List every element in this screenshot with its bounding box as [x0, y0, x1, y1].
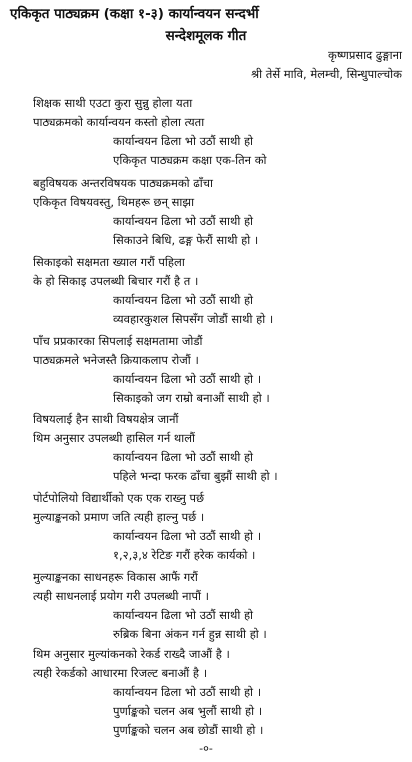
verse-line: के हो सिकाइ उपलब्धी बिचार गरौं है त । — [33, 274, 199, 288]
author-name: कृष्णप्रसाद ढुङ्गाना — [327, 48, 402, 62]
verse-line: पुर्णाङ्कको चलन अब भुलौं साथी हो । — [113, 704, 263, 718]
verse-line: थिम अनुसार उपलब्धी हासिल गर्न थालौं — [33, 431, 195, 445]
stanza-2 — [33, 174, 405, 250]
verse-line: पाठ्यक्रमले भनेजस्तै क्रियाकलाप रोजौं । — [33, 353, 199, 367]
document-title: एकिकृत पाठ्यक्रम (कक्षा १-३) कार्यान्वयन सन्दर्भी — [10, 6, 259, 22]
verse-line: त्यही साधनलाई प्रयोग गरी उपलब्धी नापौं । — [33, 589, 209, 603]
stanza-6 — [33, 489, 405, 565]
refrain-line: कार्यान्वयन ढिला भो उठौं साथी हो । — [113, 529, 262, 543]
refrain-line: कार्यान्वयन ढिला भो उठौं साथी हो । — [113, 372, 262, 386]
verse-line: एकिकृत विषयवस्तु, थिमहरू छन् साझा — [33, 195, 195, 209]
author-block — [251, 46, 402, 84]
refrain-line: कार्यान्वयन ढिला भो उठौं साथी हो — [113, 608, 254, 622]
stanza-8 — [33, 645, 405, 740]
stanza-4 — [33, 332, 405, 408]
verse-line: १,२,३,४ रेटिङ गरौं हरेक कार्यको । — [113, 548, 256, 562]
verse-line: पुर्णाङ्कको चलन अब छोडौं साथी हो । — [113, 723, 264, 737]
refrain-line: कार्यान्वयन ढिला भो उठौं साथी हो — [113, 134, 254, 148]
verse-line: रुब्रिक बिना अंकन गर्न हुन्न साथी हो । — [113, 627, 267, 641]
refrain-line: कार्यान्वयन ढिला भो उठौं साथी हो — [113, 293, 254, 307]
verse-line: शिक्षक साथी एउटा कुरा सुन्नु होला यता — [33, 96, 193, 110]
verse-line: पोर्टपोलियो विद्यार्थीको एक एक राख्नु पर्छ — [33, 491, 205, 505]
verse-line: पहिले भन्दा फरक ढाँचा बुझौं साथी हो । — [113, 469, 278, 483]
stanza-1 — [33, 94, 405, 170]
verse-line: त्यही रेकर्डको आधारमा रिजल्ट बनाऔं है । — [33, 666, 208, 680]
verse-line: थिम अनुसार मुल्यांकनको रेकर्ड राख्दै जाऔं है । — [33, 647, 230, 661]
verse-line: सिकाउने बिधि, ढङ्ग फेरौं साथी हो । — [113, 233, 259, 247]
verse-line: बहुविषयक अन्तरविषयक पाठ्यक्रमको ढाँचा — [33, 176, 214, 190]
refrain-line: कार्यान्वयन ढिला भो उठौं साथी हो । — [113, 685, 262, 699]
document-subtitle: सन्देशमूलक गीत — [165, 28, 247, 44]
verse-line: सिकाइको जग राम्रो बनाऔं साथी हो । — [113, 391, 270, 405]
stanza-7 — [33, 568, 405, 644]
verse-line: व्यवहारकुशल सिपसँग जोडौं साथी हो । — [113, 312, 274, 326]
verse-line: मुल्याङ्कनका साधनहरू विकास आफैं गरौं — [33, 570, 198, 584]
verse-line: पाठ्यक्रमको कार्यान्वयन कस्तो होला त्यता — [33, 115, 205, 129]
refrain-line: कार्यान्वयन ढिला भो उठौं साथी हो — [113, 450, 254, 464]
verse-line: विषयलाई हैन साथी विषयक्षेत्र जानौं — [33, 412, 179, 426]
stanza-3 — [33, 253, 405, 329]
refrain-line: कार्यान्वयन ढिला भो उठौं साथी हो — [113, 214, 254, 228]
verse-line: मुल्याङ्कनको प्रमाण जति त्यही हाल्नु पर्छ । — [33, 510, 205, 524]
author-affiliation: श्री तेर्से मावि, मेलम्ची, सिन्धुपाल्चोक — [251, 67, 402, 81]
stanza-5 — [33, 410, 405, 486]
verse-line: एकिकृत पाठ्यक्रम कक्षा एक-तिन को — [113, 153, 267, 167]
verse-line: पाँच प्रप्रकारका सिपलाई सक्षमतामा जोडौं — [33, 334, 203, 348]
verse-line: सिकाइको सक्षमता ख्याल गरौं पहिला — [33, 255, 185, 269]
page-number: -०- — [199, 742, 213, 755]
